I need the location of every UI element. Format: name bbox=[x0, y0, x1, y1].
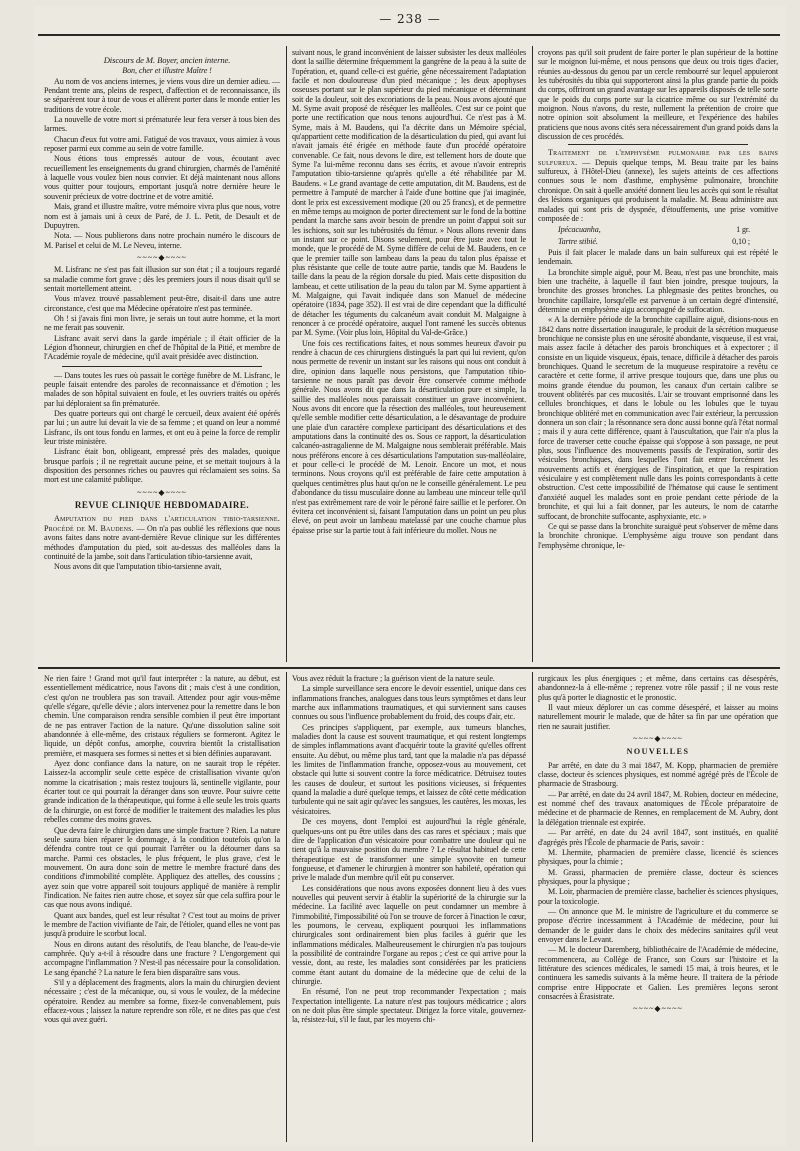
paragraph: M. Lisfranc ne s'est pas fait illusion sur son état ; il a toujours regardé sa maladie comme fort grave ; dès les premiers jours il nous disait qu'il se sentait mortellement atteint. bbox=[44, 265, 280, 293]
paragraph: croyons pas qu'il soit prudent de faire porter le plan supérieur de la bottine sur le moignon lui-même, et nous pensons que deux ou trois tiges d'acier, réunies au-dessous du genou par un cercle rembourré sur lequel appuieront les tubérosités du tibia qui supporteront ainsi la plus grande partie du poids du corps, offriront un grand avantage sur les appareils disposés de telle sorte que le poids du corps porte sur la cicatrice même ou sur l'extrémité du moignon. Nous n'avons, du reste, nullement la prétention de croire que notre opinion soit absolument la meilleure, et l'expérience des habiles praticiens que nous avons cités sera nécessairement d'un grand poids dans la discussion de ces procédés. bbox=[538, 48, 778, 142]
column-6 bbox=[538, 674, 778, 1140]
speech-title: Discours de M. Boyer, ancien interne. bbox=[103, 56, 231, 65]
paragraph: suivant nous, le grand inconvénient de laisser subsister les deux malléoles dont la saillie détermine fréquemment la gangrène de la peau à la suite de l'opération, et, quand celle-ci est guérie, gêne nécessairement l'adaptation facile et non douloureuse d'un pied mécanique ; les deux apophyses osseuses portant sur le plan supérieur du pied mécanique et déterminant soit de la douleur, soit des excoriations de la peau. Nous avons ajouté que M. Syme avait proposé de réséquer les malléoles. C'est sur ce point que porte une rectification que nous tenons aujourd'hui. Ce n'est pas à M. Syme, mais à M. Baudens, qui l'a décrite dans un Mémoire spécial, qu'appartient cette modification de la désarticulation du pied, qui avant lui n'avait jamais été érigée en méthode faute d'un procédé opératoire convenable. Ce fait, nous devons le dire, est tellement hors de doute que Syme l'a lui-même reconnu dans ses écrits, et avoue n'avoir entrepris l'amputation tibio-tarsienne qu'après qu'elle a été réhabilitée par M. Baudens. « Le grand avantage de cette amputation, dit M. Baudens, est de permettre à l'amputé de marcher à l'aide d'une bottine que j'ai imaginée, dont le prix est excessivement modique (20 ou 25 francs), et de permettre en même temps au moignon de porter directement sur le fond de la bottine pendant la marche sans avoir besoin de prendre un point d'appui soit sur les ischions, soit sur les tubérosités du fémur. » Nous allons revenir dans un instant sur ce point. Disons seulement, pour être juste avec tout le monde, que le procédé de M. Syme diffère de celui de M. Baudens, en ce que le premier taille son lambeau dans la peau du talon plus épaisse et plus résistante que celle de toute autre partie, tandis que M. Baudens le taille dans la peau de la région dorsale du pied. Mais cette disposition du lambeau, et cette utilisation de la peau du talon par M. Syme appartient à M. Malgaigne, qui l'avait indiquée dans son Manuel de médecine opératoire (1834, page 352). Il est vrai de dire cependant que la difficulté de détacher les téguments du calcanéum avait conduit M. Malgaigne à renoncer à ce procédé opératoire, auquel l'ont ramené les succès obtenus par M. Syme. (Voir plus loin, Hôpital du Val-de-Grâce.) bbox=[292, 48, 526, 338]
ornament-separator: ~~~~◆~~~~ bbox=[633, 734, 683, 744]
paragraph: La nouvelle de votre mort si prématurée leur fera verser à tous bien des larmes. bbox=[44, 115, 280, 134]
paragraph: « A la dernière période de la bronchite capillaire aiguë, disions-nous en 1842 dans notre dissertation inaugurale, le produit de la sécrétion muqueuse bronchique ne consiste plus en une sérosité abondante, visqueuse, il est vrai, mais assez facile à détacher des parois bronchiques et à expectorer ; il consiste en un liquide visqueux, épais, tenace, difficile à détacher des parois bronchiques. Quand le secretum de la muqueuse respiratoire a revêtu ce caractère et cette forme, il arrive presque toujours que, dans une plus ou moins grande étendue du poumon, les canaux d'un certain calibre se trouvent oblitérés par ces mucosités. L'air se trouvant emprisonné dans les cellules bronchiques, et dans le lobule ou les lobules que le tuyau bronchique oblitéré met en communication avec l'air extérieur, la percussion donnera un son clair ; la résonnance sera donc aussi bonne qu'à l'état normal ; mais il y aura cette différence, quant à l'auscultation, que l'air n'a plus la force de traverser cette couche épaisse qui s'oppose à son passage, ne peut plus, sous l'influence des mouvements passifs de l'expiration, sortir des vésicules bronchiques, dans lesquelles l'ont fait entrer forcément les mouvements actifs et énergiques de l'inspiration, et que la respiration vésiculaire y est complètement nulle dans les points correspondants à cette obstruction. C'est cette impossibilité de l'hématose qui cause le sentiment d'anxiété auquel les malades sont en proie pendant cette période de la bronchite, et qui lui a fait donner, par les auteurs, le nom de catarrhe suffocant, de bronchite suffocante, asphyxiante, etc. » bbox=[538, 315, 778, 521]
paragraph: Au nom de vos anciens internes, je viens vous dire un dernier adieu. — Pendant trente ans, pleins de respect, d'affection et de reconnaissance, ils se séparèrent tour à tour de vous et allèrent porter dans le monde entier les traditions de votre école. bbox=[44, 76, 280, 114]
paragraph: De ces moyens, dont l'emploi est aujourd'hui la règle générale, quelques-uns ont pu être utiles dans des cas rares et spéciaux ; mais que dire de l'application d'un vésicatoire pour combattre une douleur qui ne tient qu'à la mauvaise position du membre ? Le résultat habituel de cette thérapeutique est de transformer une simple synovite en tumeur fongueuse, et d'amener le chirurgien à montrer son habileté, opération qui prive le malade d'un membre qu'il eût pu conserver. bbox=[292, 817, 526, 883]
news-item: M. Loir, pharmacien de première classe, bachelier ès sciences physiques, pour la toxicologie. bbox=[538, 887, 778, 906]
column-rule bbox=[286, 46, 287, 662]
paragraph: Les considérations que nous avons exposées donnent lieu à des vues nouvelles qui peuvent servir à établir la supériorité de la chirurgie sur la médecine. La facilité avec laquelle on peut condamner un membre à l'immobilité, l'impossibilité où l'on se trouve de forcer à l'inaction le cœur, les poumons, le cerveau, expliquent pourquoi les inflammations chirurgicales sont ordinairement bien plus faciles à guérir que les inflammations médicales. Malheureusement le chirurgien n'a pas toujours la possibilité de contraindre l'organe au repos ; c'est ce qui arrive pour la vessie, dont, au reste, les maladies sont considérées par les praticiens comme étant autant du domaine de la médecine que de celui de la chirurgie. bbox=[292, 883, 526, 986]
paragraph: Ce qui se passe dans la bronchite suraiguë peut s'observer de même dans la bronchite chronique. L'emphysème aigu trouve son pendant dans l'emphysème chronique, le- bbox=[538, 521, 778, 550]
paragraph: Il vaut mieux déplorer un cas comme désespéré, et laisser au moins naturellement mourir le malade, que de hâter sa fin par une opération que rien ne saurait justifier. bbox=[538, 703, 778, 731]
paragraph: Que devra faire le chirurgien dans une simple fracture ? Rien. La nature seule saura bien réparer le dommage, à la condition toutefois qu'on la défendra contre tout ce qui pourrait l'arrêter ou la détourner dans sa marche. Parmi ces obstacles, le plus fréquent, le plus grave, c'est le mouvement. On aura donc soin de mettre le membre fracturé dans des conditions d'immobilité complète. Appliquez des attelles, des coussins ; ayez soin que votre appareil soit toujours appliqué de manière à remplir l'indication. Ne faites rien autre chose, et soyez sûr que cela suffira pour le cas que nous avons indiqué. bbox=[44, 825, 280, 910]
news-item: — Par arrêté, en date du 24 avril 1847, sont institués, en qualité d'agrégés près l'École de pharmacie de Paris, savoir : bbox=[538, 828, 778, 847]
paragraph: Lisfranc avait servi dans la garde impériale ; il était officier de la Légion d'honneur, chirurgien en chef de l'hôpital de la Pitié, et membre de l'Académie royale de médecine, qu'il avait présidée avec distinction. bbox=[44, 333, 280, 362]
paragraph: Lisfranc était bon, obligeant, empressé près des malades, quoique brusque parfois ; il ne regrettait aucune peine, et se mettait toujours à la disposition des personnes riches ou pauvres qui réclamaient ses soins. Sa mort est une calamité publique. bbox=[44, 447, 280, 485]
paragraph: Vous m'avez trouvé passablement peut-être, disait-il dans une autre circonstance, c'est que ma Médecine opératoire n'est pas terminée. bbox=[44, 294, 280, 313]
column-rule bbox=[532, 46, 533, 662]
paragraph: Chacun d'eux fut votre ami. Fatigué de vos travaux, vous aimiez à vous reposer parmi eux comme au sein de votre famille. bbox=[44, 134, 280, 154]
nota: Nota. — Nous publierons dans notre prochain numéro le discours de M. Parisel et celui de M. Le Neveu, interne. bbox=[44, 231, 280, 250]
news-item: Par arrêté, en date du 3 mai 1847, M. Kopp, pharmacien de première classe, docteur ès sciences physiques, est nommé agrégé près de l'École de pharmacie de Strasbourg. bbox=[538, 760, 778, 789]
paragraph: Nous avons dit que l'amputation tibio-tarsienne avait, bbox=[54, 562, 222, 572]
paragraph: Des quatre porteurs qui ont chargé le cercueil, deux avaient été opérés par lui ; un autre lui devait la vie de sa femme ; et quand on leur a nommé Lisfranc, ils ont tous fondu en larmes, et ont eu à peine la force de remplir leur triste ministère. bbox=[44, 409, 280, 447]
ornament-separator: ~~~~◆~~~~ bbox=[633, 1004, 683, 1014]
paragraph: S'il y a déplacement des fragments, alors la main du chirurgien devient nécessaire ; c'est de la mécanique, ou, si vous le voulez, de la médecine opératoire. Rendez au membre sa forme, fixez-le convenablement, puis effacez-vous ; laissez la nature reprendre son rôle, et ne dites pas que c'est vous qui avez guéri. bbox=[44, 978, 280, 1025]
news-item: M. Grassi, pharmacien de première classe, docteur ès sciences physiques, pour la physique ; bbox=[538, 867, 778, 886]
column-3 bbox=[538, 48, 778, 660]
article-title: Amputation du pied dans l'articulation tibio-tarsienne. Procédé de M. Baudens. bbox=[44, 514, 280, 533]
paragraph: Nous étions tous empressés autour de vous, écoutant avec recueillement les enseignements du grand chirurgien, charmés de l'aménité à laquelle vous voulez bien nous convier. Et déjà maintenant nous allons vous quitter pour toujours, emportant jusqu'à notre dernière heure le souvenir précieux de votre doctrine et de votre amitié. bbox=[44, 154, 280, 201]
column-5 bbox=[292, 674, 526, 1140]
news-item: — On annonce que M. le ministre de l'agriculture et du commerce se propose d'écrire incessamment à l'Académie de médecine, pour lui demander de le guider dans le choix des médecins sanitaires qu'il veut envoyer dans le Levant. bbox=[538, 906, 778, 944]
article-title: Traitement de l'emphysème pulmonaire par les bains sulfureux. bbox=[538, 148, 778, 167]
paragraph: Vous avez réduit la fracture ; la guérison vient de la nature seule. bbox=[292, 674, 495, 683]
paragraph: Ces principes s'appliquent, par exemple, aux tumeurs blanches, maladies dont la cause est souvent traumatique, et qui restent longtemps de simples inflammations avant d'acquérir toute la gravité qu'elles offrent ensuite. Au début, ou même plus tard, tant que la maladie n'a pas dépassé les limites de l'inflammation franche, opposez-vous au mouvement, cet obstacle qui lutte si souvent contre la force médicatrice. Détruisez toutes les causes de douleur, et surtout les positions vicieuses, si fréquentes quand la maladie a duré quelque temps, et laissez de côté cette médication turbulente qui ne sait agir qu'avec les sangsues, les cautères, les moxas, les vésicatoires. bbox=[292, 722, 526, 816]
paragraph: Ayez donc confiance dans la nature, on ne saurait trop le répéter. Laissez-la accomplir seule cette espèce de cristallisation vivante qu'on nomme la cicatrisation ; mais restez toujours là, sentinelle vigilante, pour écarter tout ce qui pourrait la déranger dans son œuvre. Pour suivre cette grande indication de la thérapeutique, qui forme à elle seule les trois quarts de la chirurgie, on est forcé de modifier le traitement des maladies les plus rebelles comme des moins graves. bbox=[44, 759, 280, 825]
header-rule bbox=[38, 34, 780, 36]
paragraph: Nous en dirons autant des résolutifs, de l'eau blanche, de l'eau-de-vie camphrée. Qu'y a-t-il à résoudre dans une fracture ? L'engorgement qui accompagne l'inflammation ? N'est-il pas nécessaire pour la consolidation. Le sang épanché ? La nature le fera bien disparaître sans vous. bbox=[44, 939, 280, 977]
paragraph: Mais, grand et illustre maître, votre mémoire vivra plus que nous, votre nom est à jamais uni à ceux de Paré, de J. L. Petit, de Desault et de Dupuytren. bbox=[44, 202, 280, 230]
paragraph: Ne rien faire ! Grand mot qu'il faut interpréter : la nature, au début, est essentiellement médicatrice, nous l'avons dit ; mais c'est à une condition, c'est qu'on ne troublera pas son travail. Attendez pour agir vous-même qu'elle s'égare, qu'elle dévie ; alors intervenez pour la remettre dans le bon chemin. Une comparaison rendra sensible combien il peut être important de ne pas entraver l'action de la nature. Qu'une dissolution saline soit abandonnée à elle-même, des cristaux réguliers se formeront. Agitez le liquide, un dépôt confus, amorphe, couvrira bientôt la cristallisation première, et masquera ses formes si nettes et si bien définies auparavant. bbox=[44, 674, 280, 758]
section-heading: NOUVELLES bbox=[626, 747, 690, 757]
section-heading: REVUE CLINIQUE HEBDOMADAIRE. bbox=[74, 500, 250, 511]
news-item: — M. le docteur Daremberg, bibliothécaire de l'Académie de médecine, recommencera, au Collège de France, son Cours sur l'histoire et la littérature des sciences médicales, le samedi 15 mai, à trois heures, et le continuera les samedis suivants à la même heure. Il traitera de la période comprise entre Hippocrate et Galien. Les premières leçons seront consacrées à Érasistrate. bbox=[538, 945, 778, 1001]
paragraph: La bronchite simple aiguë, pour M. Beau, n'est pas une bronchite, mais bien une trachéite, à laquelle il faut bien joindre, presque toujours, la bronchite des grosses bronches. La phlegmasie des petites bronches, ou bronchite capillaire, lorsqu'elle est parvenue à un certain degré d'intensité, détermine un emphysème aigu accompagné de suffocation. bbox=[538, 267, 778, 314]
column-rule bbox=[286, 672, 287, 1142]
paragraph: Amputation du pied dans l'articulation tibio-tarsienne. Procédé de M. Baudens. — On n'a pas oublié les réflexions que nous avons faites dans notre avant-dernière Revue clinique sur les différentes méthodes d'amputation du pied, soit au-dessus des malléoles dans la continuité de la jambe, soit dans l'articulation tibio-tarsienne avait, bbox=[44, 514, 280, 561]
paragraph: Oh ! si j'avais fini mon livre, je serais un tout autre homme, et la mort ne me ferait pas souvenir. bbox=[44, 313, 280, 333]
paragraph: En résumé, l'on ne peut trop recommander l'expectation ; mais l'expectation intelligente. La nature n'est pas toujours médicatrice ; alors on ne doit plus être simple spectateur. Dirigez la force vitale, gouvernez-la, résistez-lui, s'il le faut, par les moyens chi- bbox=[292, 987, 526, 1025]
page-number: — 238 — bbox=[379, 12, 441, 26]
newspaper-page bbox=[34, 6, 786, 1146]
paragraph: Une fois ces rectifications faites, et nous sommes heureux d'avoir pu rendre à chacun de ces chirurgiens distingués la part qui lui revient, qu'on nous permette de revenir un instant sur les raisons qui nous ont conduit à dire, opinion dans laquelle nous persistons, que l'amputation tibio-tarsienne ne nous paraît pas devoir être conservée comme méthode générale. Nous avons dit que dans la désarticulation pure et simple, la saillie des malléoles nous paraissait constituer un grave inconvénient. Nous avons dit encore que la résection des malléoles, tout heureusement qu'elle semble modifier cette désarticulation, a le désavantage de produire une plaie d'un caractère complexe participant des désarticulations et des amputations dans la continuité des os. Sous ce rapport, la désarticulation calcanéo-astragalienne de M. Malgaigne nous semblerait préférable. Mais nous préférons encore à ces désarticulations l'amputation sus-malléolaire, et pour celle-ci le procédé de M. Lenoir. Encore un mot, et nous terminons. Nous croyons qu'il est préférable de faire cette amputation à quelques centimètres plus haut qu'on ne le conseille généralement. Le peu d'abondance du tissu musculaire donne au lambeau une minceur telle qu'il n'est pas extrêmement rare de voir le péroné faire saillie et le perforer. On évitera cet inconvénient si, faisant l'amputation dans un point un peu plus élevé, on peut avoir un lambeau matelassé par une couche charnue plus épaisse prise sur la partie tout à fait inférieure du mollet. Nous ne bbox=[292, 338, 526, 535]
paragraph: — Dans toutes les rues où passait le cortège funèbre de M. Lisfranc, le peuple faisait entendre des paroles de reconnaissance et d'émotion ; les malades de son hôpital suivaient en foule, et les ouvriers traités ou opérés par lui déploraient sa fin prématurée. bbox=[44, 370, 280, 408]
news-item: — Par arrêté, en date du 24 avril 1847, M. Robien, docteur en médecine, est nommé chef des travaux anatomiques de l'École préparatoire de médecine et de pharmacie de Rennes, en remplacement de M. Aubry, dont la délégation triennale est expirée. bbox=[538, 789, 778, 827]
ornament-separator: ~~~~◆~~~~ bbox=[137, 487, 187, 497]
paragraph: rurgicaux les plus énergiques ; et même, dans certains cas désespérés, abandonnez-la à elle-même ; reprenez votre rôle passif ; il ne vous reste plus qu'à porter le diagnostic et le pronostic. bbox=[538, 674, 778, 702]
column-2 bbox=[292, 48, 526, 660]
paragraph: Puis il fait placer le malade dans un bain sulfureux qui est répété le lendemain. bbox=[538, 247, 778, 267]
prescription-line: Tartre stibié. 0,10 ; bbox=[558, 236, 750, 246]
ornament-separator: ~~~~◆~~~~ bbox=[137, 252, 187, 262]
speech-salutation: Bon, cher et illustre Maître ! bbox=[122, 66, 212, 76]
paragraph: Quant aux bandes, quel est leur résultat ? C'est tout au moins de priver le membre de l'action vivifiante de l'air, de l'étioler, quand elles ne vont pas jusqu'à produire le scorbut local. bbox=[44, 910, 280, 939]
news-item: M. Lhermite, pharmacien de première classe, licencié ès sciences physiques, pour la chimie ; bbox=[538, 847, 778, 867]
paragraph: La simple surveillance sera encore le devoir essentiel, unique dans ces inflammations franches, analogues dans tous leurs symptômes et dans leur marche aux inflammations traumatiques, et qui surviennent sans causes connues ou sous l'influence probablement du froid, des coups d'air, etc. bbox=[292, 684, 526, 722]
column-rule bbox=[532, 672, 533, 1142]
paragraph: Traitement de l'emphysème pulmonaire par les bains sulfureux. — Depuis quelque temps, M. Beau traite par les bains sulfureux, à l'Hôtel-Dieu (annexe), les sujets atteints de ces affections connues sous le nom d'asthme, emphysème pulmonaire, bronchite chronique. On sait à quelle anxiété donnent lieu les accès qui sont le résultat des lésions organiques qui produisent la maladie. M. Beau administre aux malades qui sont pris de dyspnée, d'étouffements, une prise vomitive composée de : bbox=[538, 148, 778, 223]
divider bbox=[62, 366, 262, 367]
column-4 bbox=[44, 674, 280, 1140]
fold-rule bbox=[38, 667, 780, 669]
column-1 bbox=[44, 56, 280, 660]
prescription-line: Ipécacuanha, 1 gr. bbox=[558, 225, 750, 235]
divider bbox=[568, 144, 748, 145]
